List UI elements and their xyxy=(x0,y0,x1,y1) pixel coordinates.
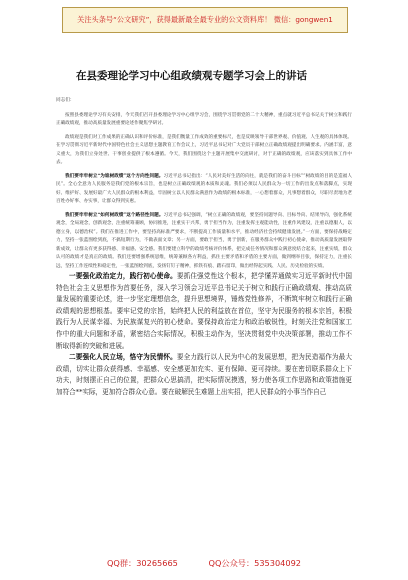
paragraph-political-resolve xyxy=(56,271,352,352)
text-people-stance: 要全力践行以人民为中心的发展思想，把为民造福作为最大政绩，切实让群众获得感、幸福感、安全感更加充实、更有保障、更可持续。要在密切联系群众上下功夫，时刻摆正自己的位置，把群众心思搞清，把实际情况摸透，努力使各项工作思路和政策措施更加符合**实际，更加符合群众心意。要在破解民生难题上出实招，把人民群众的小事当作自己 xyxy=(56,353,353,396)
heading-people-stance: 二要强化人民立场，恪守为民情怀。 xyxy=(69,353,177,362)
paragraph-for-whom xyxy=(56,173,352,207)
text-political-resolve: 要抓住强党性这个根本，把学懂弄通做实习近平新时代中国特色社会主义思想作为首要任务，深入学习领会习近平总书记关于树立和践行正确政绩观、推动高质量发展的重要论述，进一步坚定理想信念，提升思想境界，锤炼党性修养，不断筑牢树立和践行正确政绩观的思想根基。要牢记党的宗旨，始终把人民的利益放在首位，坚守为民服务的根本宗旨，积极践行为人民谋幸福、为民族谋复兴的初心使命。要保持政治定力和政治敏锐性，时刻关注党和国家工作中的重大问题和矛盾，紧密结合实际情况，积极主动作为，坚决贯彻党中央决策部署，推动工作不断取得新的突破和进展。 xyxy=(56,272,353,350)
document-title: 在县委理论学习中心组政绩观专题学习会上的讲话 xyxy=(76,70,307,82)
contact-footer xyxy=(0,558,408,569)
paragraph-how-to xyxy=(56,212,352,272)
document-body xyxy=(56,68,352,399)
heading-political-resolve: 一要强化政治定力，践行初心使命。 xyxy=(69,272,177,280)
text-for-whom: 习近平总书记指出：“人民对美好生活的向往，就是我们的奋斗目标”“树政绩的目的是造福人民”。全心全意为人民服务是我们党的根本宗旨，也是树立正确政绩观的本质和灵魂。我们必须以人民群众为一切工作的出发点和落脚点，实现好、维护好、发展好最广大人民群众的根本利益，牢固树立以人民群众满意作为政绩的根本标准，一心想着群众，凡事想着群众，尽职尽责地为老百姓办好事、办实事，让群众得到实惠。 xyxy=(56,173,352,204)
heading-how-to: 我们要牢牢树立“如何树政绩”这个路径性问题。 xyxy=(65,212,164,218)
text-how-to: 习近平总书记强调，“树立正确的政绩观，要坚持问题导向、目标导向、结果导向，强化系统观念，全局观念，创新观念，注重统筹兼顾，协同推进，注重实干兴邦，勇于担当作为，注重发挥主观能动性，注重作风建设，注重以德服人，以德立身，以德治权”。我们在推进工作中，要坚持高标准严要求，不断提高工作质量和水平，推动经济社会持续健康发展。”一方面，要保持战略定力，坚持一张蓝图绘到底，不搞短期行为，不做表面文章；另一方面，要敢于担当，勇于创新，在服务群众中践行初心使命，推动高质量发展取得新成效，让群众有更多获得感、幸福感、安全感。我们要建立科学的政绩考核评价体系，把完成任务情况和群众满意度结合起来，注重实绩，群众认可的政绩才是真正的政绩。我们还要增强系统思维，统筹兼顾各方利益，抓住主要矛盾和矛盾的主要方面，做到纲举目张，保持定力，注重长远，坚持工作连续性和稳定性，一张蓝图绘到底，发扬钉钉子精神，抓铁有痕、踏石留印，做出经得起实践、人民、历史检验的实绩。 xyxy=(56,212,352,269)
paragraph-people-stance xyxy=(56,352,352,398)
heading-for-whom: 我们要牢牢树立“为谁树政绩”这个方向性问题。 xyxy=(65,173,164,179)
qq-group: QQ群：30265665 xyxy=(106,558,178,568)
greeting: 同志们： xyxy=(56,98,75,103)
promo-banner: 关注头条号“公文研究”，获得最新最全最专业的公文资料库！ 微信：gongwen1 xyxy=(62,7,348,33)
paragraph-political-achievement: 政绩观是我们对工作成果的正确认识和评价标准，是我们衡量工作成效的重要标尺，也是反映领导干部世界观、价值观、人生观的具体体现。在学习贯彻习近平新时代中国特色社会主义思想主题教育工作会议上，习近平总书记对广大党员干部树立正确政绩观提出明确要求。内涵丰富，意义重大，为我们立身处世、干事创业提供了根本遵循。今天，我们围绕这个主题开展集中交流研讨，对于正确的政绩观，应该落实到具体工作中去。 xyxy=(56,134,352,165)
paragraph-intro: 按照县委理论学习有关安排，今天我们召开县委理论学习中心组学习会，围绕学习贯彻党的二十大精神，重点就习近平总书记关于树立和践行正确政绩观，推动高质量发展重要论述作聚焦学研讨。 xyxy=(56,112,352,126)
qq-official-account: QQ公众号：535304092 xyxy=(208,558,302,568)
